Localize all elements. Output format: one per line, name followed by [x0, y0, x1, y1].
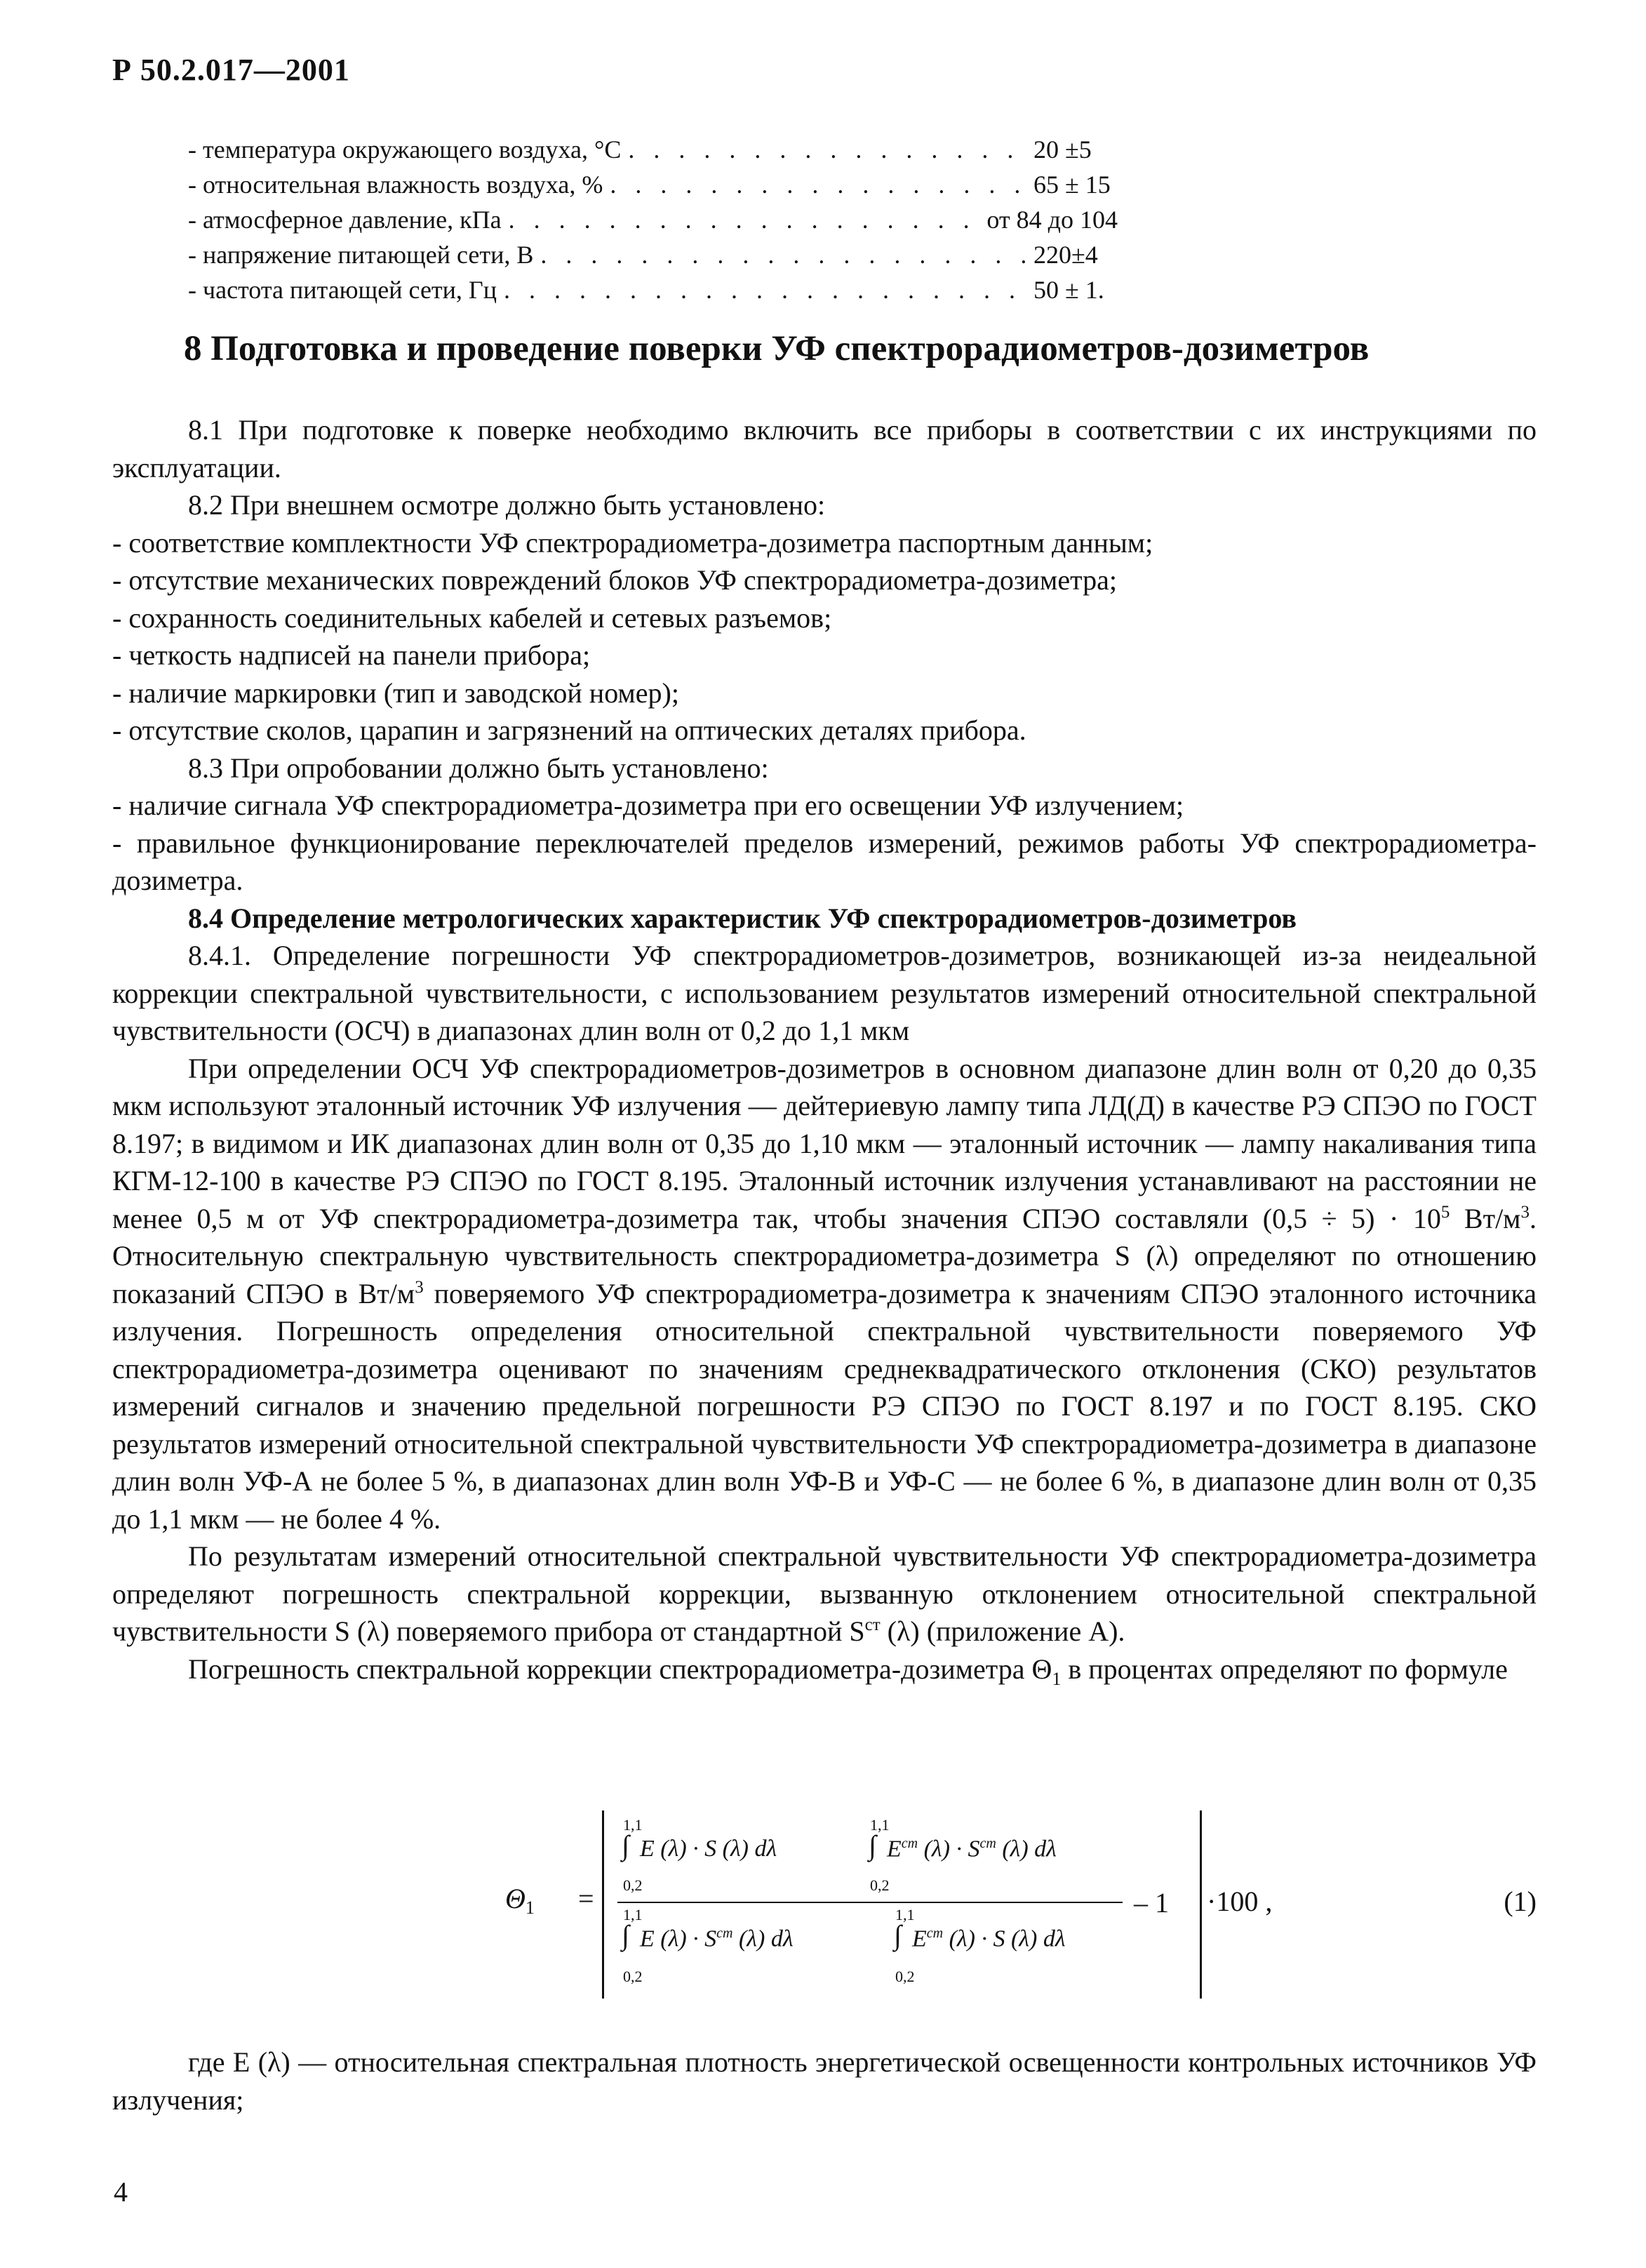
denominator-term-1: E $(\lambda) \cdot S^{ст}$ (λ) dλ — [640, 1926, 794, 1952]
condition-row — [188, 202, 1118, 237]
upper-limit: 1,1 — [870, 1816, 890, 1834]
condition-label: - температура окружающего воздуха, °С — [188, 135, 622, 164]
condition-row — [188, 272, 1118, 307]
integral-sign: ∫ — [622, 1829, 629, 1861]
condition-value: 50 ± 1. — [1033, 276, 1104, 304]
paragraph-8-1: 8.1 При подготовке к поверке необходимо включить все приборы в соответствии с их инструкциями по эксплуатации. — [112, 414, 1537, 483]
where-clause — [112, 2043, 1537, 2119]
list-item: - наличие сигнала УФ спектрорадиометра-дозиметра при его освещении УФ излучением; — [112, 789, 1184, 821]
condition-row — [188, 132, 1118, 167]
list-item: - отсутствие сколов, царапин и загрязнений на оптических деталях прибора. — [112, 714, 1026, 746]
condition-label: - частота питающей сети, Гц — [188, 276, 497, 304]
dot-leader — [502, 202, 987, 237]
numerator-term-1: E (λ) · S (λ) dλ — [640, 1836, 777, 1862]
where-definition: где E (λ) — относительная спектральная плотность энергетической освещенности контрольных источников УФ излучения; — [112, 2046, 1537, 2116]
upper-limit: 1,1 — [623, 1816, 643, 1834]
dot-leader — [603, 167, 1033, 202]
lower-limit: 0,2 — [623, 1876, 643, 1894]
lower-limit: 0,2 — [870, 1876, 890, 1894]
condition-label: - напряжение питающей сети, В — [188, 241, 534, 269]
condition-label: - относительная влажность воздуха, % — [188, 171, 603, 199]
page-number: 4 — [114, 2176, 128, 2208]
minus-one: – 1 — [1134, 1887, 1169, 1919]
lower-limit: 0,2 — [623, 1968, 643, 1985]
lower-limit: 0,2 — [895, 1968, 915, 1985]
paragraph-measurement-method: При определении ОСЧ УФ спектрорадиометров-дозиметров в основном диапазоне длин волн от 0,20 до 0,35 мкм используют эталонный источник УФ излучения — дейтериевую лампу типа ЛД(Д) в качестве РЭ СПЭО по ГОСТ 8.197; в видимом и ИК диапазонах длин волн от 0,35 до 1,10 мкм — эталонный источник — лампу накаливания типа КГМ-12-100 в качестве РЭ СПЭО по ГОСТ 8.195. Эталонный источник излучения устанавливают на расстоянии не менее 0,5 м от УФ спектрорадиометра-дозиметра так, чтобы значения СПЭО составляли $(0,5 \div 5) \cdot 10^5$ $Вт/м^3$. Относительную спектральную чувствительность спектрорадиометра-дозиметра S (λ) определяют по отношению показаний СПЭО в $Вт/м^3$ поверяемого УФ спектрорадиометра-дозиметра к значениям СПЭО эталонного источника излучения. Погрешность определения относительной спектральной чувствительности поверяемого УФ спектрорадиометра-дозиметра оценивают по значениям среднеквадратического отклонения (СКО) результатов измерений сигналов и значению предельной погрешности РЭ СПЭО по ГОСТ 8.197 и по ГОСТ 8.195. СКО результатов измерений относительной спектральной чувствительности УФ спектрорадиометра-дозиметра в диапазоне длин волн УФ-А не более 5 %, в диапазонах длин волн УФ-В и УФ-С — не более 6 %, в диапазоне длин волн от 0,35 до 1,1 мкм — не более 4 %. — [112, 1052, 1537, 1535]
integral-sign: ∫ — [894, 1919, 902, 1951]
multiplier-100: ·100 , — [1207, 1886, 1273, 1917]
paragraph-8-3: 8.3 При опробовании должно быть установлено: — [188, 752, 769, 784]
numerator-term-2: $E^{ст}$ $(\lambda) \cdot S^{ст}$ (λ) dλ — [887, 1836, 1057, 1862]
subsection-heading-8-4: 8.4 Определение метрологических характеристик УФ спектрорадиометров-дозиметров — [188, 902, 1297, 934]
list-item: - отсутствие механических повреждений блоков УФ спектрорадиометра-дозиметра; — [112, 564, 1117, 596]
section-heading: 8 Подготовка и проведение поверки УФ спектрорадиометров-дозиметров — [184, 329, 1370, 368]
conditions-list — [188, 132, 1118, 307]
list-item: - сохранность соединительных кабелей и сетевых разъемов; — [112, 601, 832, 634]
list-item: - соответствие комплектности УФ спектрорадиометра-дозиметра паспортным данным; — [112, 526, 1153, 559]
upper-limit: 1,1 — [623, 1906, 643, 1923]
condition-value: 20 ±5 — [1033, 135, 1092, 164]
integral-sign: ∫ — [622, 1919, 629, 1951]
condition-row — [188, 167, 1118, 202]
fraction-line — [617, 1902, 1123, 1903]
condition-value: 220±4 — [1033, 241, 1098, 269]
section-body — [112, 411, 1537, 1697]
paragraph-correction-error: По результатам измерений относительной спектральной чувствительности УФ спектрорадиометра-дозиметра определяют погрешность спектральной коррекции, вызванную отклонением относительной спектральной чувствительности S (λ) поверяемого прибора от стандартной $S^{ст}$ (λ) (приложение А). — [112, 1540, 1537, 1647]
paragraph-8-2: 8.2 При внешнем осмотре должно быть установлено: — [188, 489, 826, 521]
equation-number: (1) — [1504, 1886, 1537, 1917]
condition-value: от 84 до 104 — [986, 206, 1118, 234]
paragraph-8-4-1: 8.4.1. Определение погрешности УФ спектрорадиометров-дозиметров, возникающей из-за неидеальной коррекции спектральной чувствительности, с использованием результатов измерений относительной спектральной чувствительности (ОСЧ) в диапазонах длин волн от 0,2 до 1,1 мкм — [112, 940, 1537, 1046]
condition-value: 65 ± 15 — [1033, 171, 1111, 199]
condition-label: - атмосферное давление, кПа — [188, 206, 502, 234]
document-code: Р 50.2.017—2001 — [112, 53, 350, 87]
list-item: - правильное функционирование переключателей пределов измерений, режимов работы УФ спектрорадиометра-дозиметра. — [112, 827, 1537, 896]
list-item: - четкость надписей на панели прибора; — [112, 639, 591, 671]
formula-equals: = — [578, 1883, 594, 1914]
paragraph-formula-intro: Погрешность спектральной коррекции спектрорадиометра-дозиметра $\Theta_1$ в процентах определяют по формуле — [188, 1653, 1508, 1689]
integral-sign: ∫ — [869, 1829, 876, 1861]
denominator-term-2: $E^{ст}$ (λ) · S (λ) dλ — [912, 1926, 1066, 1952]
condition-row — [188, 237, 1118, 272]
list-item: - наличие маркировки (тип и заводской номер); — [112, 676, 679, 709]
dot-leader — [497, 272, 1033, 307]
abs-bar-right — [1200, 1810, 1202, 1999]
formula-1 — [112, 1796, 1537, 2007]
abs-bar-left — [602, 1810, 604, 1999]
upper-limit: 1,1 — [895, 1906, 915, 1923]
dot-leader — [621, 132, 1033, 167]
dot-leader — [533, 237, 1033, 272]
formula-lhs: $\Theta_1$ — [505, 1883, 535, 1918]
